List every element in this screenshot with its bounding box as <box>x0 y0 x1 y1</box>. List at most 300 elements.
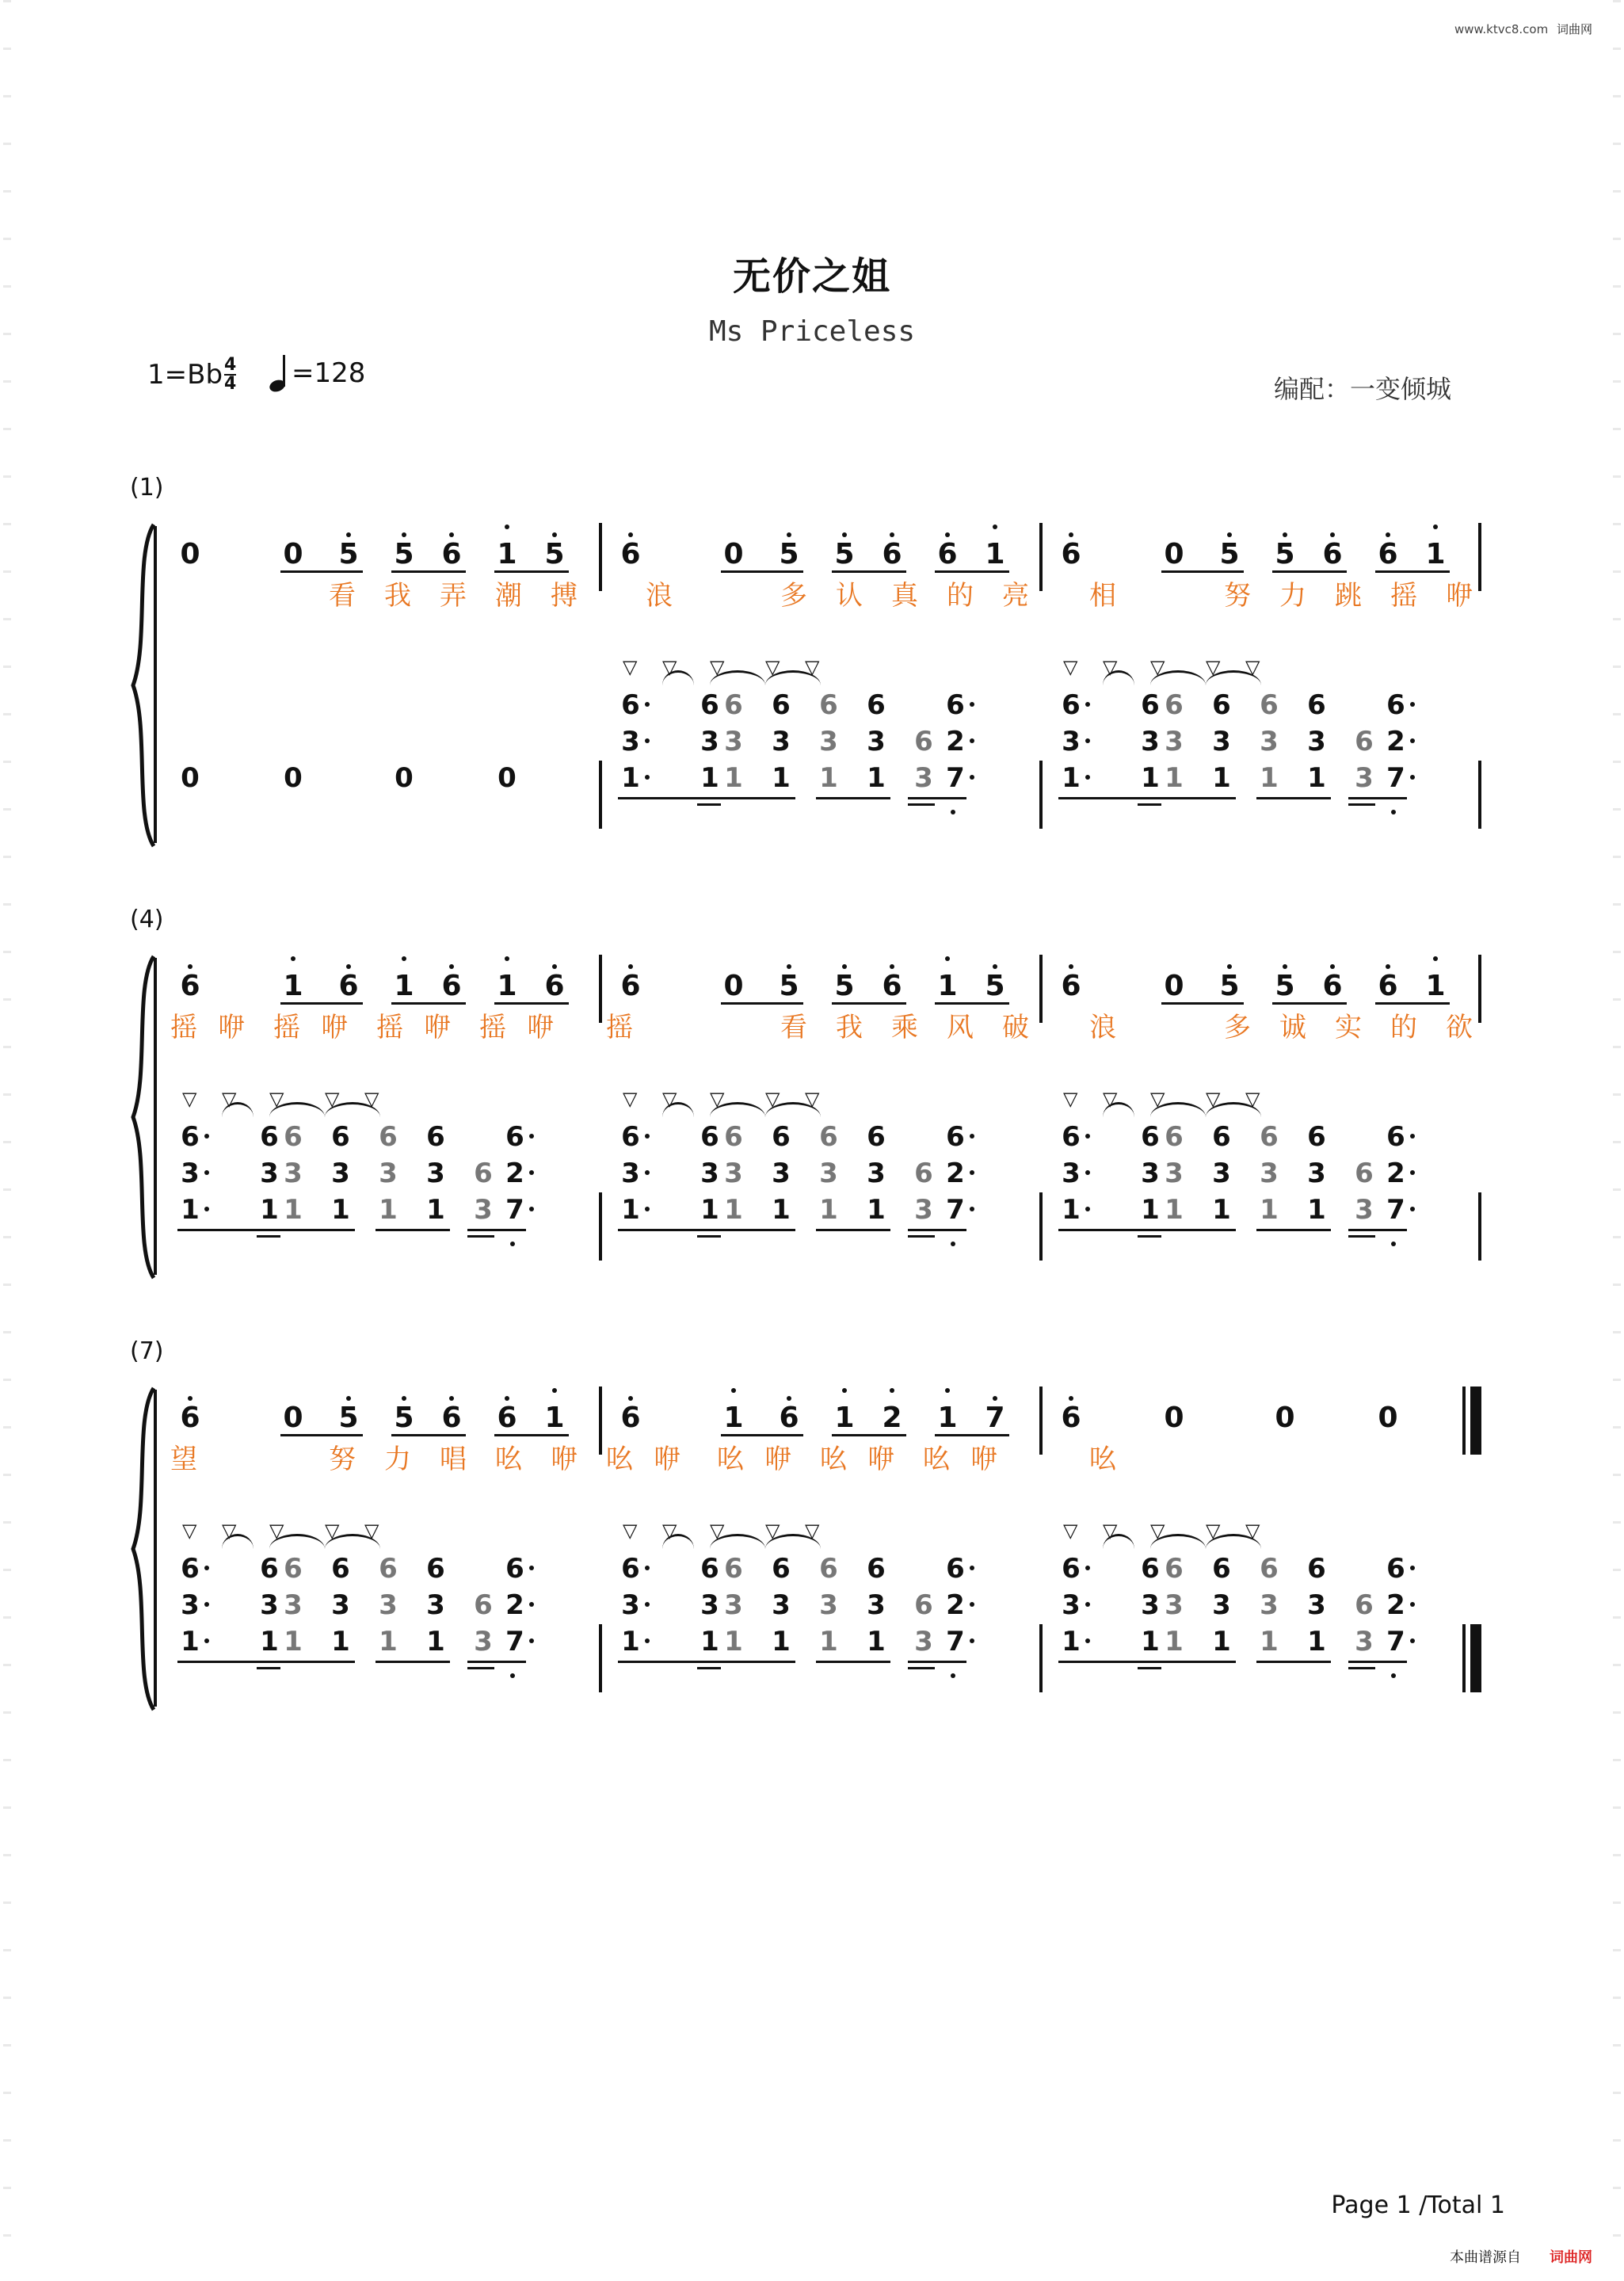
chord-note: 6 <box>914 1589 933 1621</box>
dotted-rhythm-dot <box>645 1638 650 1643</box>
dotted-rhythm-dot <box>1410 1207 1415 1211</box>
rest-zero: 0 <box>284 762 303 794</box>
system-number: (4) <box>130 906 164 933</box>
chord-beam <box>1348 1229 1407 1231</box>
eighth-beam <box>832 1002 906 1005</box>
chord-note: 1 <box>426 1194 445 1226</box>
dotted-rhythm-dot <box>1085 1134 1090 1139</box>
chord-note: 6 <box>819 689 838 721</box>
dotted-rhythm-dot <box>529 1207 534 1211</box>
chord-note: 6 <box>1141 689 1160 721</box>
dotted-rhythm-dot <box>645 1170 650 1175</box>
octave-dot <box>1386 532 1390 537</box>
chord-note: 6 <box>1307 689 1326 721</box>
accent-triangle-icon: ▽ <box>222 1520 237 1542</box>
chord-note: 6 <box>499 1553 531 1585</box>
octave-dot <box>291 956 295 961</box>
lyric-char: 咿 <box>551 1444 578 1475</box>
melody-note: 6 <box>773 1402 805 1434</box>
chord-note: 6 <box>615 1121 646 1153</box>
chord-beam <box>467 1229 526 1231</box>
octave-dot <box>402 532 406 537</box>
chord-note: 6 <box>867 1553 886 1585</box>
chord-note: 6 <box>772 689 791 721</box>
accent-triangle-icon: ▽ <box>710 656 725 678</box>
chord-note: 1 <box>867 1194 886 1226</box>
eighth-beam <box>1375 570 1450 573</box>
lyric-char: 多 <box>780 580 807 612</box>
octave-dot <box>505 1396 509 1401</box>
chord-note: 2 <box>499 1158 531 1189</box>
system-number: (1) <box>130 474 164 502</box>
melody-note: 0 <box>283 538 303 570</box>
chord-note: 6 <box>615 1553 646 1585</box>
chord-note: 1 <box>772 1194 791 1226</box>
chord-beam <box>1058 1661 1165 1663</box>
site-brand: 词曲网 <box>1556 22 1592 36</box>
melody-note: 5 <box>1269 539 1301 570</box>
accent-triangle-icon: ▽ <box>325 1520 340 1542</box>
chord-note: 7 <box>1380 762 1412 794</box>
chord-beam <box>376 1229 450 1231</box>
octave-dot <box>1330 532 1335 537</box>
barline <box>599 761 602 829</box>
page-indicator: Page 1 /Total 1 <box>1331 2191 1505 2219</box>
accent-triangle-icon: ▽ <box>364 1088 379 1110</box>
lyric-char: 咿 <box>321 1012 348 1043</box>
octave-dot <box>449 1396 454 1401</box>
dotted-rhythm-dot <box>1410 738 1415 743</box>
dotted-rhythm-dot <box>970 1134 974 1139</box>
chord-note: 3 <box>379 1158 398 1189</box>
system-line <box>154 526 157 843</box>
chord-note: 3 <box>1307 726 1326 757</box>
chord-beam <box>908 1229 966 1231</box>
chord-beam <box>816 1229 890 1231</box>
accompaniment-staff <box>158 658 1497 840</box>
melody-note: 6 <box>539 971 570 1002</box>
dotted-rhythm-dot <box>1410 1134 1415 1139</box>
eighth-beam <box>721 1434 803 1436</box>
lyric-char: 吆 <box>1089 1444 1116 1475</box>
melody-note: 6 <box>1055 1402 1087 1434</box>
chord-note: 1 <box>615 762 646 794</box>
chord-note: 3 <box>1055 726 1087 757</box>
chord-note: 1 <box>724 762 743 794</box>
accent-triangle-icon: ▽ <box>662 1520 677 1542</box>
barline <box>1039 761 1043 829</box>
chord-note: 6 <box>260 1121 279 1153</box>
chord-note: 3 <box>474 1194 493 1226</box>
dotted-rhythm-dot <box>204 1602 209 1607</box>
lyric-char: 咿 <box>970 1444 997 1475</box>
octave-dot <box>188 964 193 969</box>
chord-beam <box>1058 797 1165 799</box>
rest-zero: 0 <box>181 762 200 794</box>
melody-note: 5 <box>333 1402 364 1434</box>
eighth-beam <box>391 1002 466 1005</box>
melody-note: 6 <box>436 539 467 570</box>
chord-beam <box>721 797 795 799</box>
octave-dot <box>346 964 351 969</box>
chord-note: 2 <box>940 1589 971 1621</box>
chord-note: 3 <box>700 1589 719 1621</box>
octave-dot <box>1283 964 1287 969</box>
lyric-char: 的 <box>947 580 974 612</box>
lyrics-line <box>158 578 1497 618</box>
dotted-rhythm-dot <box>1085 1602 1090 1607</box>
accent-triangle-icon: ▽ <box>805 656 820 678</box>
melody-note: 1 <box>388 971 420 1002</box>
chord-note: 6 <box>819 1553 838 1585</box>
melody-note: 6 <box>436 1402 467 1434</box>
eighth-beam <box>935 1434 1009 1436</box>
octave-dot <box>628 1396 633 1401</box>
chord-note: 1 <box>379 1626 398 1657</box>
lyric-char: 咿 <box>1446 580 1473 612</box>
chord-note: 3 <box>284 1158 303 1189</box>
octave-dot <box>1069 532 1073 537</box>
dotted-rhythm-dot <box>1410 1566 1415 1570</box>
chord-note: 3 <box>1165 726 1184 757</box>
chord-note: 3 <box>772 1158 791 1189</box>
low-octave-dot <box>510 1673 515 1678</box>
chord-note: 6 <box>1260 1553 1279 1585</box>
lyric-char: 望 <box>170 1444 197 1475</box>
eighth-beam <box>280 1434 363 1436</box>
accent-triangle-icon: ▽ <box>1063 1520 1078 1542</box>
chord-note: 6 <box>499 1121 531 1153</box>
accent-triangle-icon: ▽ <box>269 1088 284 1110</box>
chord-note: 3 <box>1260 1158 1279 1189</box>
melody-note: 0 <box>180 538 200 570</box>
chord-note: 1 <box>1165 1626 1184 1657</box>
octave-dot <box>402 956 406 961</box>
eighth-beam <box>1375 1002 1450 1005</box>
octave-dot <box>1227 532 1232 537</box>
chord-note: 2 <box>1380 726 1412 757</box>
chord-note: 6 <box>1212 1553 1231 1585</box>
melody-note: 1 <box>932 1402 963 1434</box>
melody-note: 1 <box>932 971 963 1002</box>
chord-beam <box>908 803 935 806</box>
dotted-rhythm-dot <box>1410 775 1415 780</box>
score-subtitle: Ms Priceless <box>708 315 916 348</box>
site-header <box>1454 21 1592 37</box>
chord-note: 7 <box>1380 1194 1412 1226</box>
chord-note: 6 <box>1165 1121 1184 1153</box>
chord-note: 1 <box>867 762 886 794</box>
chord-note: 1 <box>260 1626 279 1657</box>
chord-note: 7 <box>499 1194 531 1226</box>
accompaniment-staff <box>158 1521 1497 1703</box>
chord-beam <box>1161 797 1236 799</box>
chord-note: 3 <box>914 1194 933 1226</box>
octave-dot <box>993 964 997 969</box>
octave-dot <box>402 1396 406 1401</box>
dotted-rhythm-dot <box>645 1207 650 1211</box>
dotted-rhythm-dot <box>204 1207 209 1211</box>
chord-note: 2 <box>940 726 971 757</box>
lyric-char: 乘 <box>891 1012 918 1043</box>
chord-note: 3 <box>724 1158 743 1189</box>
source-brand: 词曲网 <box>1550 2249 1592 2266</box>
chord-note: 2 <box>1380 1158 1412 1189</box>
lyric-char: 吆 <box>820 1444 847 1475</box>
chord-beam <box>467 1661 526 1663</box>
octave-dot <box>505 956 509 961</box>
accent-triangle-icon: ▽ <box>623 1520 638 1542</box>
melody-note: 1 <box>979 539 1011 570</box>
accent-triangle-icon: ▽ <box>805 1520 820 1542</box>
score-system <box>127 474 1497 895</box>
barline <box>599 1192 602 1261</box>
melody-note: 5 <box>1214 539 1245 570</box>
chord-beam <box>1348 1667 1375 1669</box>
arranger-credit: 编配：一变倾城 <box>1273 374 1451 404</box>
lyric-char: 摇 <box>606 1012 633 1043</box>
melody-note: 6 <box>491 1402 523 1434</box>
accent-triangle-icon: ▽ <box>1206 656 1221 678</box>
chord-note: 6 <box>724 689 743 721</box>
melody-note: 6 <box>876 971 908 1002</box>
melody-note: 0 <box>1164 538 1184 570</box>
dotted-rhythm-dot <box>1085 738 1090 743</box>
lyric-char: 看 <box>780 1012 807 1043</box>
chord-note: 3 <box>331 1589 350 1621</box>
dotted-rhythm-dot <box>1085 1170 1090 1175</box>
chord-note: 6 <box>1355 1589 1374 1621</box>
chord-note: 1 <box>724 1194 743 1226</box>
low-octave-dot <box>951 1242 955 1246</box>
lyric-char: 我 <box>384 580 411 612</box>
lyric-char: 搏 <box>551 580 578 612</box>
chord-note: 3 <box>1165 1589 1184 1621</box>
chord-note: 6 <box>1380 1553 1412 1585</box>
lyric-char: 浪 <box>646 580 673 612</box>
chord-note: 3 <box>819 1158 838 1189</box>
melody-note: 5 <box>1214 971 1245 1002</box>
octave-dot <box>993 1396 997 1401</box>
chord-note: 6 <box>1260 1121 1279 1153</box>
chord-note: 6 <box>379 1553 398 1585</box>
chord-note: 3 <box>174 1589 206 1621</box>
chord-note: 6 <box>284 1121 303 1153</box>
dotted-rhythm-dot <box>970 702 974 707</box>
octave-dot <box>449 964 454 969</box>
octave-dot <box>945 532 950 537</box>
chord-note: 1 <box>1141 1626 1160 1657</box>
chord-note: 6 <box>615 689 646 721</box>
lyric-char: 吆 <box>923 1444 950 1475</box>
chord-note: 6 <box>1380 689 1412 721</box>
dotted-rhythm-dot <box>645 738 650 743</box>
melody-note: 2 <box>876 1402 908 1434</box>
final-thin-barline <box>1462 1624 1466 1692</box>
lyric-char: 摇 <box>1390 580 1417 612</box>
melody-note: 5 <box>1269 971 1301 1002</box>
chord-note: 6 <box>1307 1553 1326 1585</box>
lyric-char: 力 <box>1279 580 1306 612</box>
accent-triangle-icon: ▽ <box>662 656 677 678</box>
chord-note: 1 <box>1212 1626 1231 1657</box>
chord-note: 6 <box>284 1553 303 1585</box>
eighth-beam <box>391 1434 466 1436</box>
accent-triangle-icon: ▽ <box>1063 656 1078 678</box>
chord-note: 1 <box>1055 762 1087 794</box>
chord-beam <box>467 1235 494 1238</box>
chord-beam <box>257 1667 280 1669</box>
chord-note: 6 <box>331 1553 350 1585</box>
chord-note: 6 <box>379 1121 398 1153</box>
lyric-char: 弄 <box>440 580 467 612</box>
dotted-rhythm-dot <box>1410 1602 1415 1607</box>
chord-note: 3 <box>1212 726 1231 757</box>
melody-note: 1 <box>718 1402 749 1434</box>
time-numerator: 4 <box>224 355 237 375</box>
chord-note: 3 <box>1355 1194 1374 1226</box>
chord-note: 3 <box>1355 762 1374 794</box>
chord-note: 6 <box>1165 689 1184 721</box>
lyrics-line <box>158 1442 1497 1482</box>
chord-note: 3 <box>1260 726 1279 757</box>
accent-triangle-icon: ▽ <box>1103 1088 1118 1110</box>
melody-note: 1 <box>539 1402 570 1434</box>
melody-note: 5 <box>829 971 860 1002</box>
chord-note: 6 <box>331 1121 350 1153</box>
low-octave-dot <box>951 1673 955 1678</box>
chord-note: 3 <box>867 726 886 757</box>
chord-note: 3 <box>724 726 743 757</box>
barline <box>1478 761 1481 829</box>
dotted-rhythm-dot <box>645 1134 650 1139</box>
lyric-char: 咿 <box>527 1012 554 1043</box>
chord-note: 1 <box>379 1194 398 1226</box>
octave-dot <box>346 1396 351 1401</box>
melody-note: 6 <box>436 971 467 1002</box>
chord-note: 3 <box>379 1589 398 1621</box>
melody-note: 1 <box>829 1402 860 1434</box>
chord-beam <box>618 1661 724 1663</box>
accent-triangle-icon: ▽ <box>1103 1520 1118 1542</box>
eighth-beam <box>494 1002 569 1005</box>
chord-note: 3 <box>1212 1589 1231 1621</box>
chord-note: 3 <box>1355 1626 1374 1657</box>
melody-note: 5 <box>773 971 805 1002</box>
eighth-beam <box>721 1002 803 1005</box>
chord-note: 3 <box>914 1626 933 1657</box>
accent-triangle-icon: ▽ <box>765 1520 780 1542</box>
chord-note: 1 <box>1307 762 1326 794</box>
eighth-beam <box>494 1434 569 1436</box>
lyric-char: 我 <box>836 1012 863 1043</box>
dotted-rhythm-dot <box>970 1207 974 1211</box>
eighth-beam <box>1161 570 1244 573</box>
dotted-rhythm-dot <box>529 1638 534 1643</box>
accent-triangle-icon: ▽ <box>1103 656 1118 678</box>
chord-beam <box>1256 797 1331 799</box>
octave-dot <box>552 532 557 537</box>
chord-beam <box>1161 1661 1236 1663</box>
octave-dot <box>842 1388 847 1393</box>
chord-note: 1 <box>174 1194 206 1226</box>
octave-dot <box>890 964 894 969</box>
accent-triangle-icon: ▽ <box>1206 1520 1221 1542</box>
chord-note: 3 <box>1141 1589 1160 1621</box>
accent-triangle-icon: ▽ <box>1206 1088 1221 1110</box>
chord-note: 6 <box>700 1121 719 1153</box>
chord-note: 3 <box>260 1158 279 1189</box>
chord-note: 6 <box>724 1553 743 1585</box>
system-line <box>154 1390 157 1707</box>
chord-note: 1 <box>1055 1194 1087 1226</box>
chord-beam <box>908 1667 935 1669</box>
chord-note: 1 <box>1055 1626 1087 1657</box>
melody-note: 6 <box>615 539 646 570</box>
score-system <box>127 1337 1497 1759</box>
chord-note: 6 <box>474 1158 493 1189</box>
dotted-rhythm-dot <box>970 775 974 780</box>
chord-note: 1 <box>331 1194 350 1226</box>
octave-dot <box>1227 964 1232 969</box>
chord-note: 6 <box>914 726 933 757</box>
chord-note: 1 <box>1307 1194 1326 1226</box>
accent-triangle-icon: ▽ <box>182 1520 197 1542</box>
chord-note: 6 <box>1055 689 1087 721</box>
chord-note: 1 <box>331 1626 350 1657</box>
chord-note: 1 <box>1212 1194 1231 1226</box>
melody-note: 6 <box>876 539 908 570</box>
dotted-rhythm-dot <box>970 1170 974 1175</box>
accent-triangle-icon: ▽ <box>623 1088 638 1110</box>
lyric-char: 相 <box>1089 580 1116 612</box>
octave-dot <box>552 964 557 969</box>
chord-note: 1 <box>284 1194 303 1226</box>
lyric-char: 唱 <box>440 1444 467 1475</box>
lyric-char: 看 <box>329 580 356 612</box>
chord-note: 6 <box>1141 1553 1160 1585</box>
chord-note: 3 <box>615 1589 646 1621</box>
chord-note: 1 <box>819 1194 838 1226</box>
dotted-rhythm-dot <box>1410 702 1415 707</box>
melody-note: 0 <box>1164 1402 1184 1434</box>
chord-note: 6 <box>819 1121 838 1153</box>
chord-note: 6 <box>1355 726 1374 757</box>
chord-note: 6 <box>1260 689 1279 721</box>
dotted-rhythm-dot <box>1410 1638 1415 1643</box>
key-text: 1=Bb <box>147 359 223 391</box>
accent-triangle-icon: ▽ <box>222 1088 237 1110</box>
lyric-char: 亮 <box>1002 580 1029 612</box>
chord-beam <box>1256 1661 1331 1663</box>
chord-note: 3 <box>867 1589 886 1621</box>
chord-beam <box>697 1667 721 1669</box>
chord-note: 6 <box>260 1553 279 1585</box>
tempo-value: =128 <box>292 357 366 389</box>
rest-zero: 0 <box>497 762 517 794</box>
octave-dot <box>945 1388 950 1393</box>
chord-beam <box>816 1661 890 1663</box>
chord-note: 1 <box>819 762 838 794</box>
accent-triangle-icon: ▽ <box>1063 1088 1078 1110</box>
chord-note: 1 <box>1212 762 1231 794</box>
lyric-char: 力 <box>384 1444 411 1475</box>
accent-triangle-icon: ▽ <box>1150 656 1165 678</box>
octave-dot <box>787 532 791 537</box>
eighth-beam <box>832 1434 906 1436</box>
chord-beam <box>1138 1667 1161 1669</box>
chord-beam <box>1256 1229 1331 1231</box>
